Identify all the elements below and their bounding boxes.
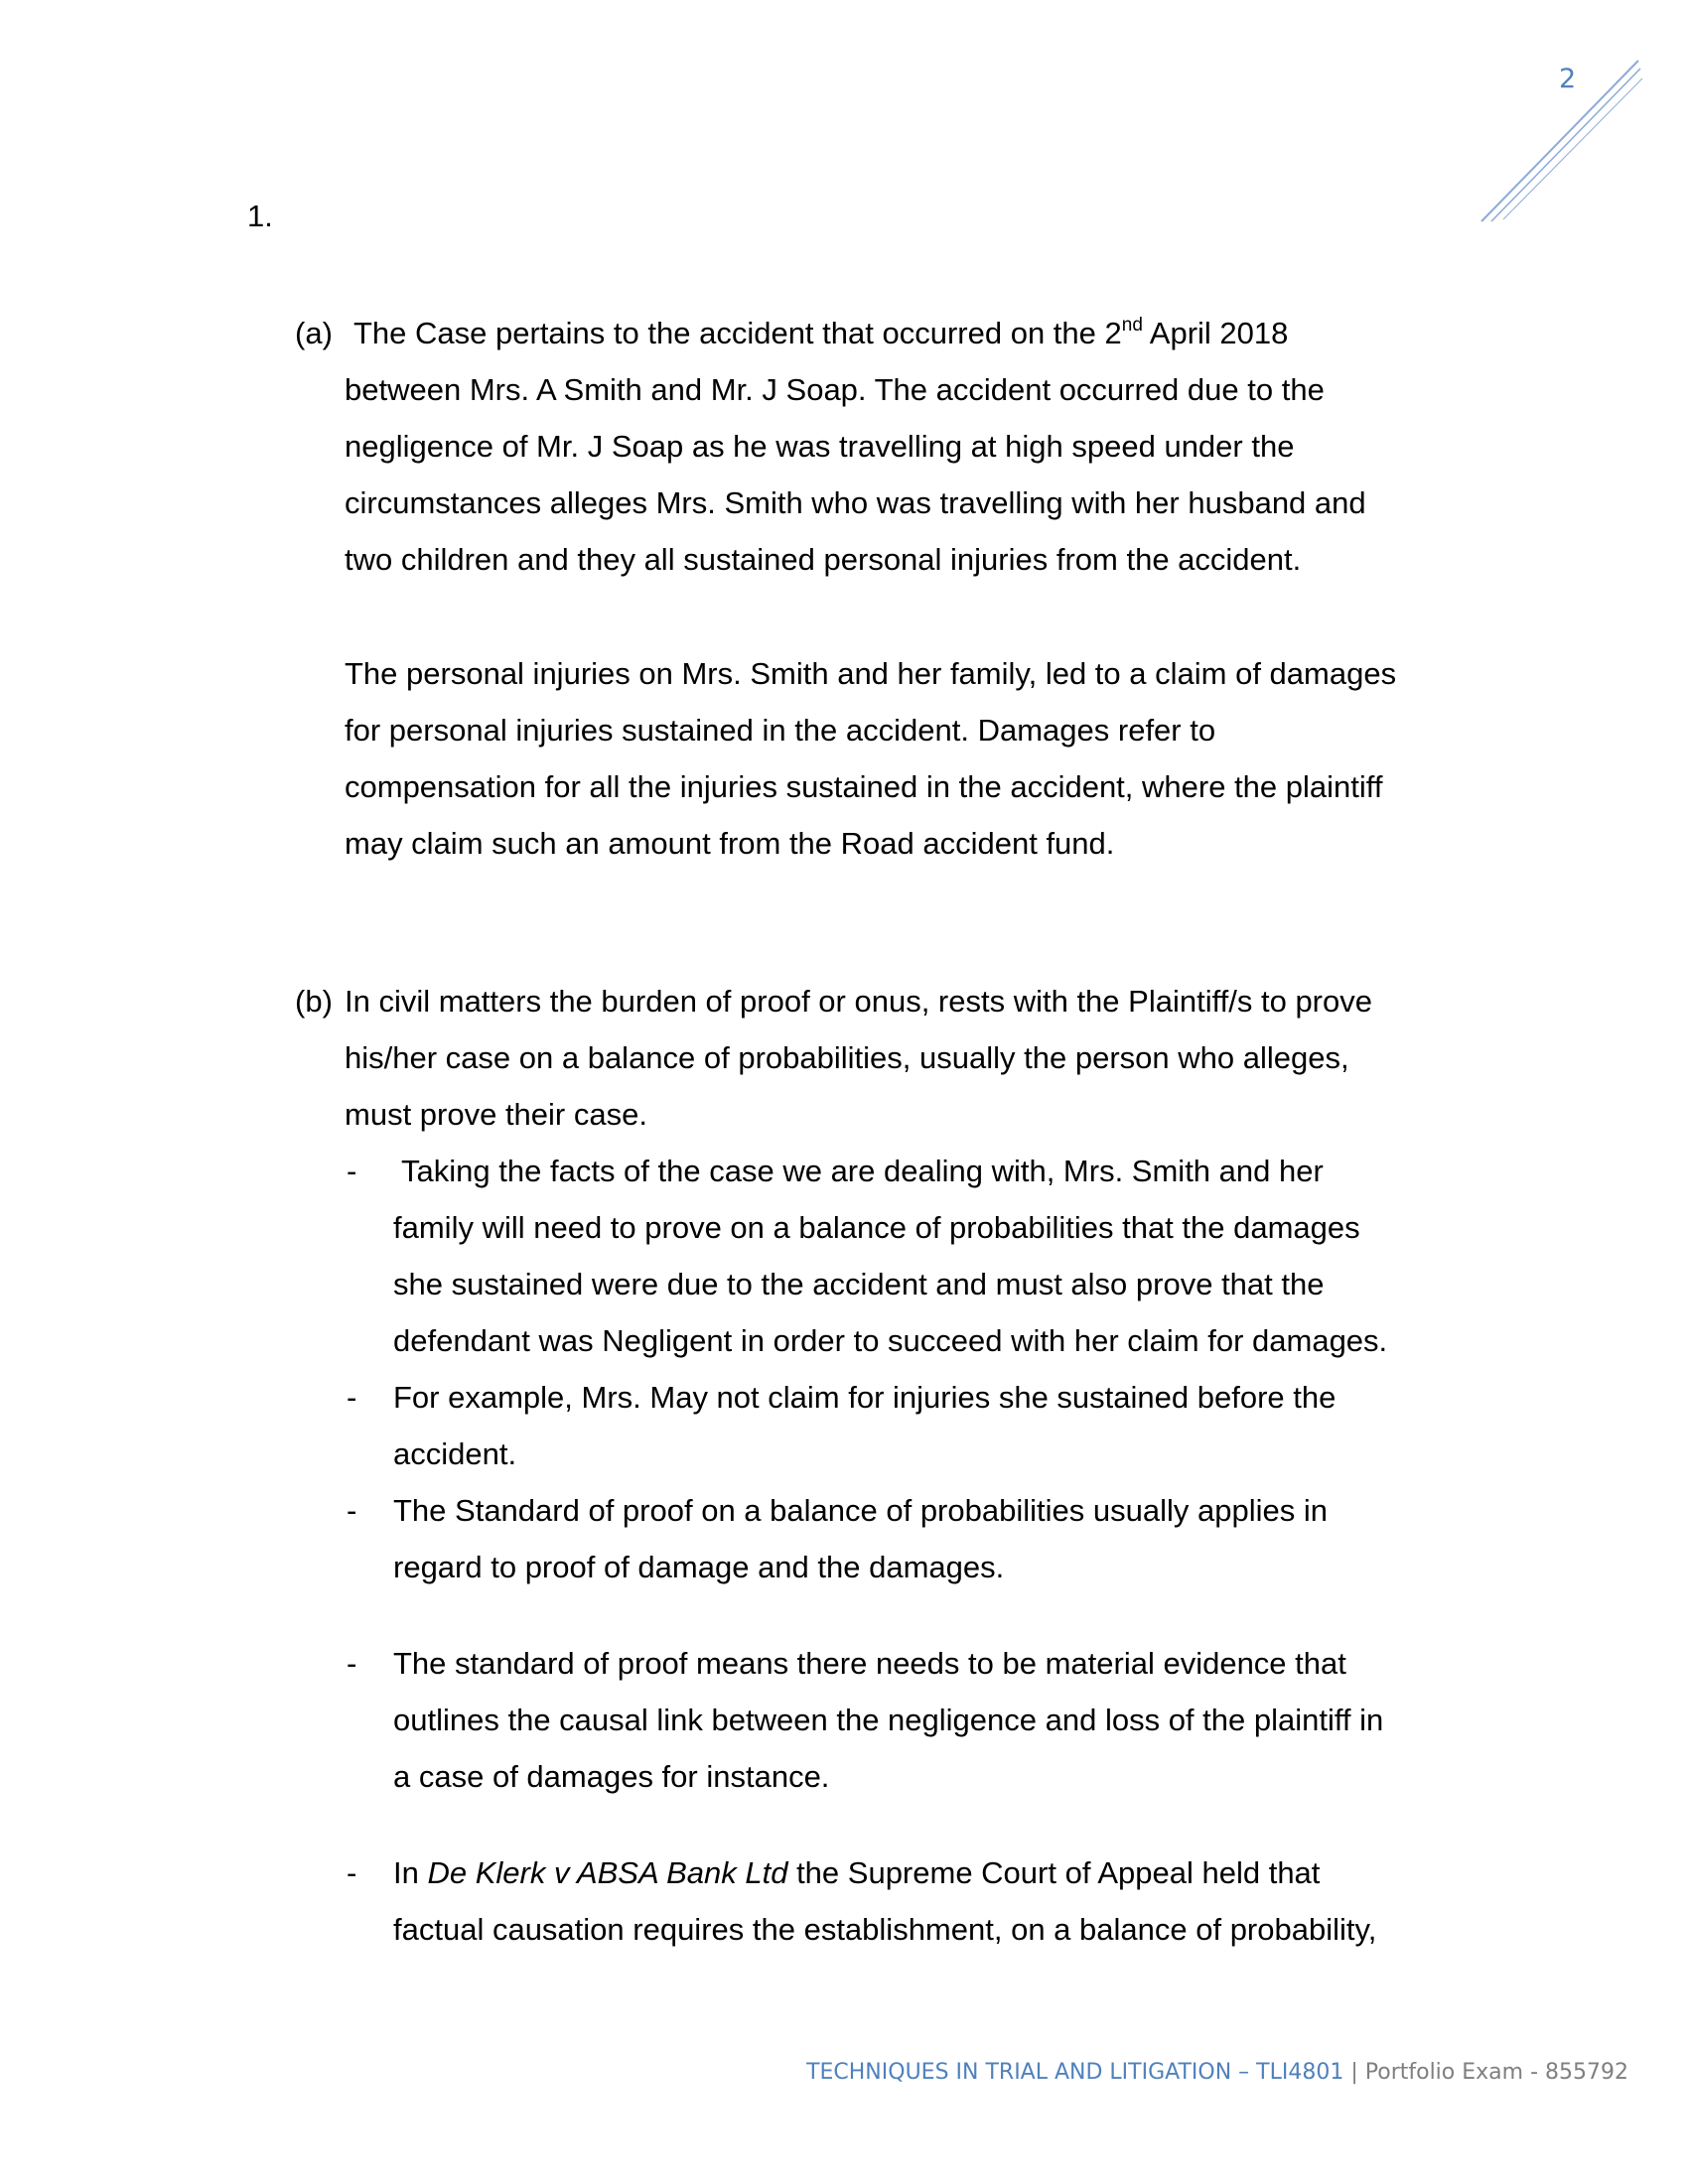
text-line: accident. bbox=[393, 1436, 517, 1471]
ordinal-suffix: nd bbox=[1121, 314, 1143, 336]
bullet-dash: - bbox=[347, 1493, 357, 1528]
text-line: two children and they all sustained personal injuries from the accident. bbox=[345, 542, 1302, 577]
text-line: negligence of Mr. J Soap as he was travelling at high speed under the bbox=[345, 429, 1295, 464]
text-line: The Standard of proof on a balance of probabilities usually applies in bbox=[393, 1493, 1328, 1528]
case-citation: De Klerk v ABSA Bank Ltd bbox=[427, 1855, 788, 1890]
page-number: 2 bbox=[1559, 64, 1577, 94]
corner-decoration bbox=[1470, 55, 1648, 233]
part-b-intro bbox=[345, 973, 1372, 1143]
text-line: she sustained were due to the accident and must also prove that the bbox=[393, 1267, 1325, 1301]
part-a-paragraph-1 bbox=[345, 361, 1366, 588]
bullet-dash: - bbox=[347, 1646, 357, 1681]
bullet-item bbox=[393, 1369, 1336, 1482]
footer-exam: Portfolio Exam - 855792 bbox=[1364, 2060, 1628, 2085]
text-line: The standard of proof means there needs to be material evidence that bbox=[393, 1646, 1346, 1681]
text-line: In bbox=[393, 1855, 428, 1890]
page-footer bbox=[806, 2060, 1628, 2085]
text-line: For example, Mrs. May not claim for injuries she sustained before the bbox=[393, 1380, 1336, 1415]
footer-course: TECHNIQUES IN TRIAL AND LITIGATION – TLI4801 bbox=[806, 2060, 1344, 2085]
bullet-dash: - bbox=[347, 1855, 357, 1890]
bullet-item bbox=[393, 1635, 1383, 1805]
text-line: outlines the causal link between the negligence and loss of the plaintiff in bbox=[393, 1703, 1384, 1737]
text-line: defendant was Negligent in order to succeed with her claim for damages. bbox=[393, 1323, 1388, 1358]
text-line: In civil matters the burden of proof or onus, rests with the Plaintiff/s to prove bbox=[345, 984, 1372, 1019]
part-a-paragraph-2 bbox=[345, 645, 1396, 872]
text-line: may claim such an amount from the Road accident fund. bbox=[345, 826, 1115, 861]
part-a-text: April 2018 bbox=[1142, 316, 1289, 350]
text-line: factual causation requires the establishment, on a balance of probability, bbox=[393, 1912, 1377, 1947]
part-a-first-line bbox=[353, 305, 1288, 361]
part-b-marker: (b) bbox=[295, 984, 333, 1019]
text-line: must prove their case. bbox=[345, 1097, 647, 1132]
text-line: between Mrs. A Smith and Mr. J Soap. The accident occurred due to the bbox=[345, 372, 1325, 407]
part-a-text: The Case pertains to the accident that occurred on the 2 bbox=[353, 316, 1122, 350]
text-line: circumstances alleges Mrs. Smith who was travelling with her husband and bbox=[345, 485, 1366, 520]
part-a-marker: (a) bbox=[295, 316, 333, 350]
bullet-dash: - bbox=[347, 1380, 357, 1415]
text-line: for personal injuries sustained in the accident. Damages refer to bbox=[345, 713, 1216, 748]
bullet-item bbox=[393, 1482, 1328, 1595]
text-line: regard to proof of damage and the damages. bbox=[393, 1550, 1005, 1584]
bullet-item bbox=[393, 1844, 1376, 1958]
text-line: The personal injuries on Mrs. Smith and her family, led to a claim of damages bbox=[345, 656, 1397, 691]
text-line: a case of damages for instance. bbox=[393, 1759, 830, 1794]
footer-separator: | bbox=[1343, 2060, 1365, 2085]
bullet-dash: - bbox=[347, 1154, 357, 1188]
bullet-item bbox=[393, 1143, 1387, 1369]
text-line: compensation for all the injuries sustained in the accident, where the plaintiff bbox=[345, 769, 1383, 804]
text-line: Taking the facts of the case we are dealing with, Mrs. Smith and her bbox=[393, 1154, 1324, 1188]
text-line: the Supreme Court of Appeal held that bbox=[787, 1855, 1321, 1890]
text-line: family will need to prove on a balance of probabilities that the damages bbox=[393, 1210, 1360, 1245]
text-line: his/her case on a balance of probabilities, usually the person who alleges, bbox=[345, 1040, 1349, 1075]
section-number: 1. bbox=[247, 199, 273, 233]
